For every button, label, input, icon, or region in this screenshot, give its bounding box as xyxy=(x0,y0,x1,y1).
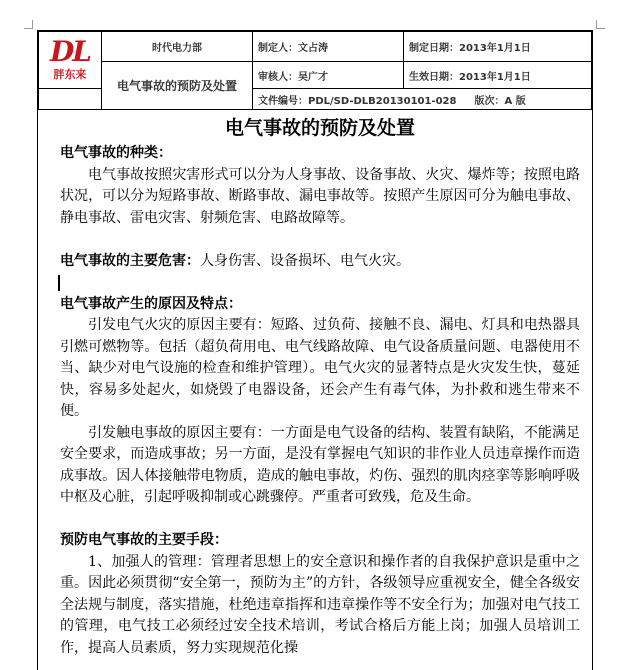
file-info-cell xyxy=(253,89,592,110)
section-heading-prevention: 预防电气事故的主要手段： xyxy=(60,532,228,548)
logo-name: 胖东来 xyxy=(53,68,87,81)
document-body xyxy=(38,111,592,659)
logo-spacer-cell xyxy=(39,89,102,110)
version: 版次：A 版 xyxy=(474,95,526,107)
company-logo xyxy=(39,32,102,89)
document-page xyxy=(37,30,593,670)
section-heading-types: 电气事故的种类： xyxy=(60,145,172,161)
file-number: 文件编号：PDL/SD-DLB20130101-028 xyxy=(258,95,457,107)
text-cursor[interactable] xyxy=(60,272,580,294)
hazards-heading-label: 电气事故的主要危害： xyxy=(60,252,200,269)
preparer-cell: 制定人：文占涛 xyxy=(253,32,404,62)
section-paragraph: 电气事故按照灾害形式可以分为人身事故、设备事故、火灾、爆炸等；按照电路状况，可以分为短路事故、断路事故、漏电事故等。按照产生原因可分为触电事故、静电事故、雷电灾害、射频危害、电路故障等。 xyxy=(60,166,580,226)
section-paragraph: 1、加强人的管理：管理者思想上的安全意识和操作者的自我保护意识是重中之重。因此必须贯彻“安全第一，预防为主”的方针，各级领导应重视安全，健全各级安全法规与制度，落实措施，杜绝违章指挥和违章操作等不安全行为；加强对电气技工的管理，电气技工必须经过安全技术培训，考试合格后方能上岗；加强人员培训工作，提高人员素质，努力实现规范化操 xyxy=(60,553,580,656)
effective-date-cell: 生效日期：2013年1月1日 xyxy=(404,62,592,89)
doc-name-cell: 电气事故的预防及处置 xyxy=(102,62,253,110)
section-paragraph: 引发电气火灾的原因主要有：短路、过负荷、接触不良、漏电、灯具和电热器具引燃可燃物等。包括（超负荷用电、电气线路故障、电气设备质量问题、电器使用不当、缺少对电气设施的检查和维护管理）。电气火灾的显著特点是火灾发生快，蔓延快，容易多处起火，如烧毁了电器设备，还会产生有毒气体，为扑救和逃生带来不便。 xyxy=(60,317,580,419)
department-cell: 时代电力部 xyxy=(102,32,253,62)
section-paragraph: 引发触电事故的原因主要有：一方面是电气设备的结构、装置有缺陷，不能满足安全要求，而造成事故；另一方面，是没有掌握电气知识的非作业人员违章操作而造成事故。因人体接触带电物质，造成的触电事故，灼伤、强烈的肌肉痉挛等影响呼吸中枢及心脏，引起呼吸抑制或心跳骤停。严重者可致残，危及生命。 xyxy=(60,424,580,505)
reviewer-cell: 审核人：吴广才 xyxy=(253,62,404,89)
document-header-table xyxy=(38,31,592,110)
page-corner-mark xyxy=(24,20,33,29)
section-heading-causes: 电气事故产生的原因及特点： xyxy=(60,295,242,312)
logo-mark: DL xyxy=(50,35,90,68)
prepare-date-cell: 制定日期：2013年1月1日 xyxy=(404,32,592,62)
document-title: 电气事故的预防及处置 xyxy=(224,117,415,139)
hazards-heading-text: 人身伤害、设备损坏、电气火灾。 xyxy=(200,252,410,269)
section-heading-hazards xyxy=(60,251,580,273)
page-corner-mark xyxy=(596,20,605,29)
